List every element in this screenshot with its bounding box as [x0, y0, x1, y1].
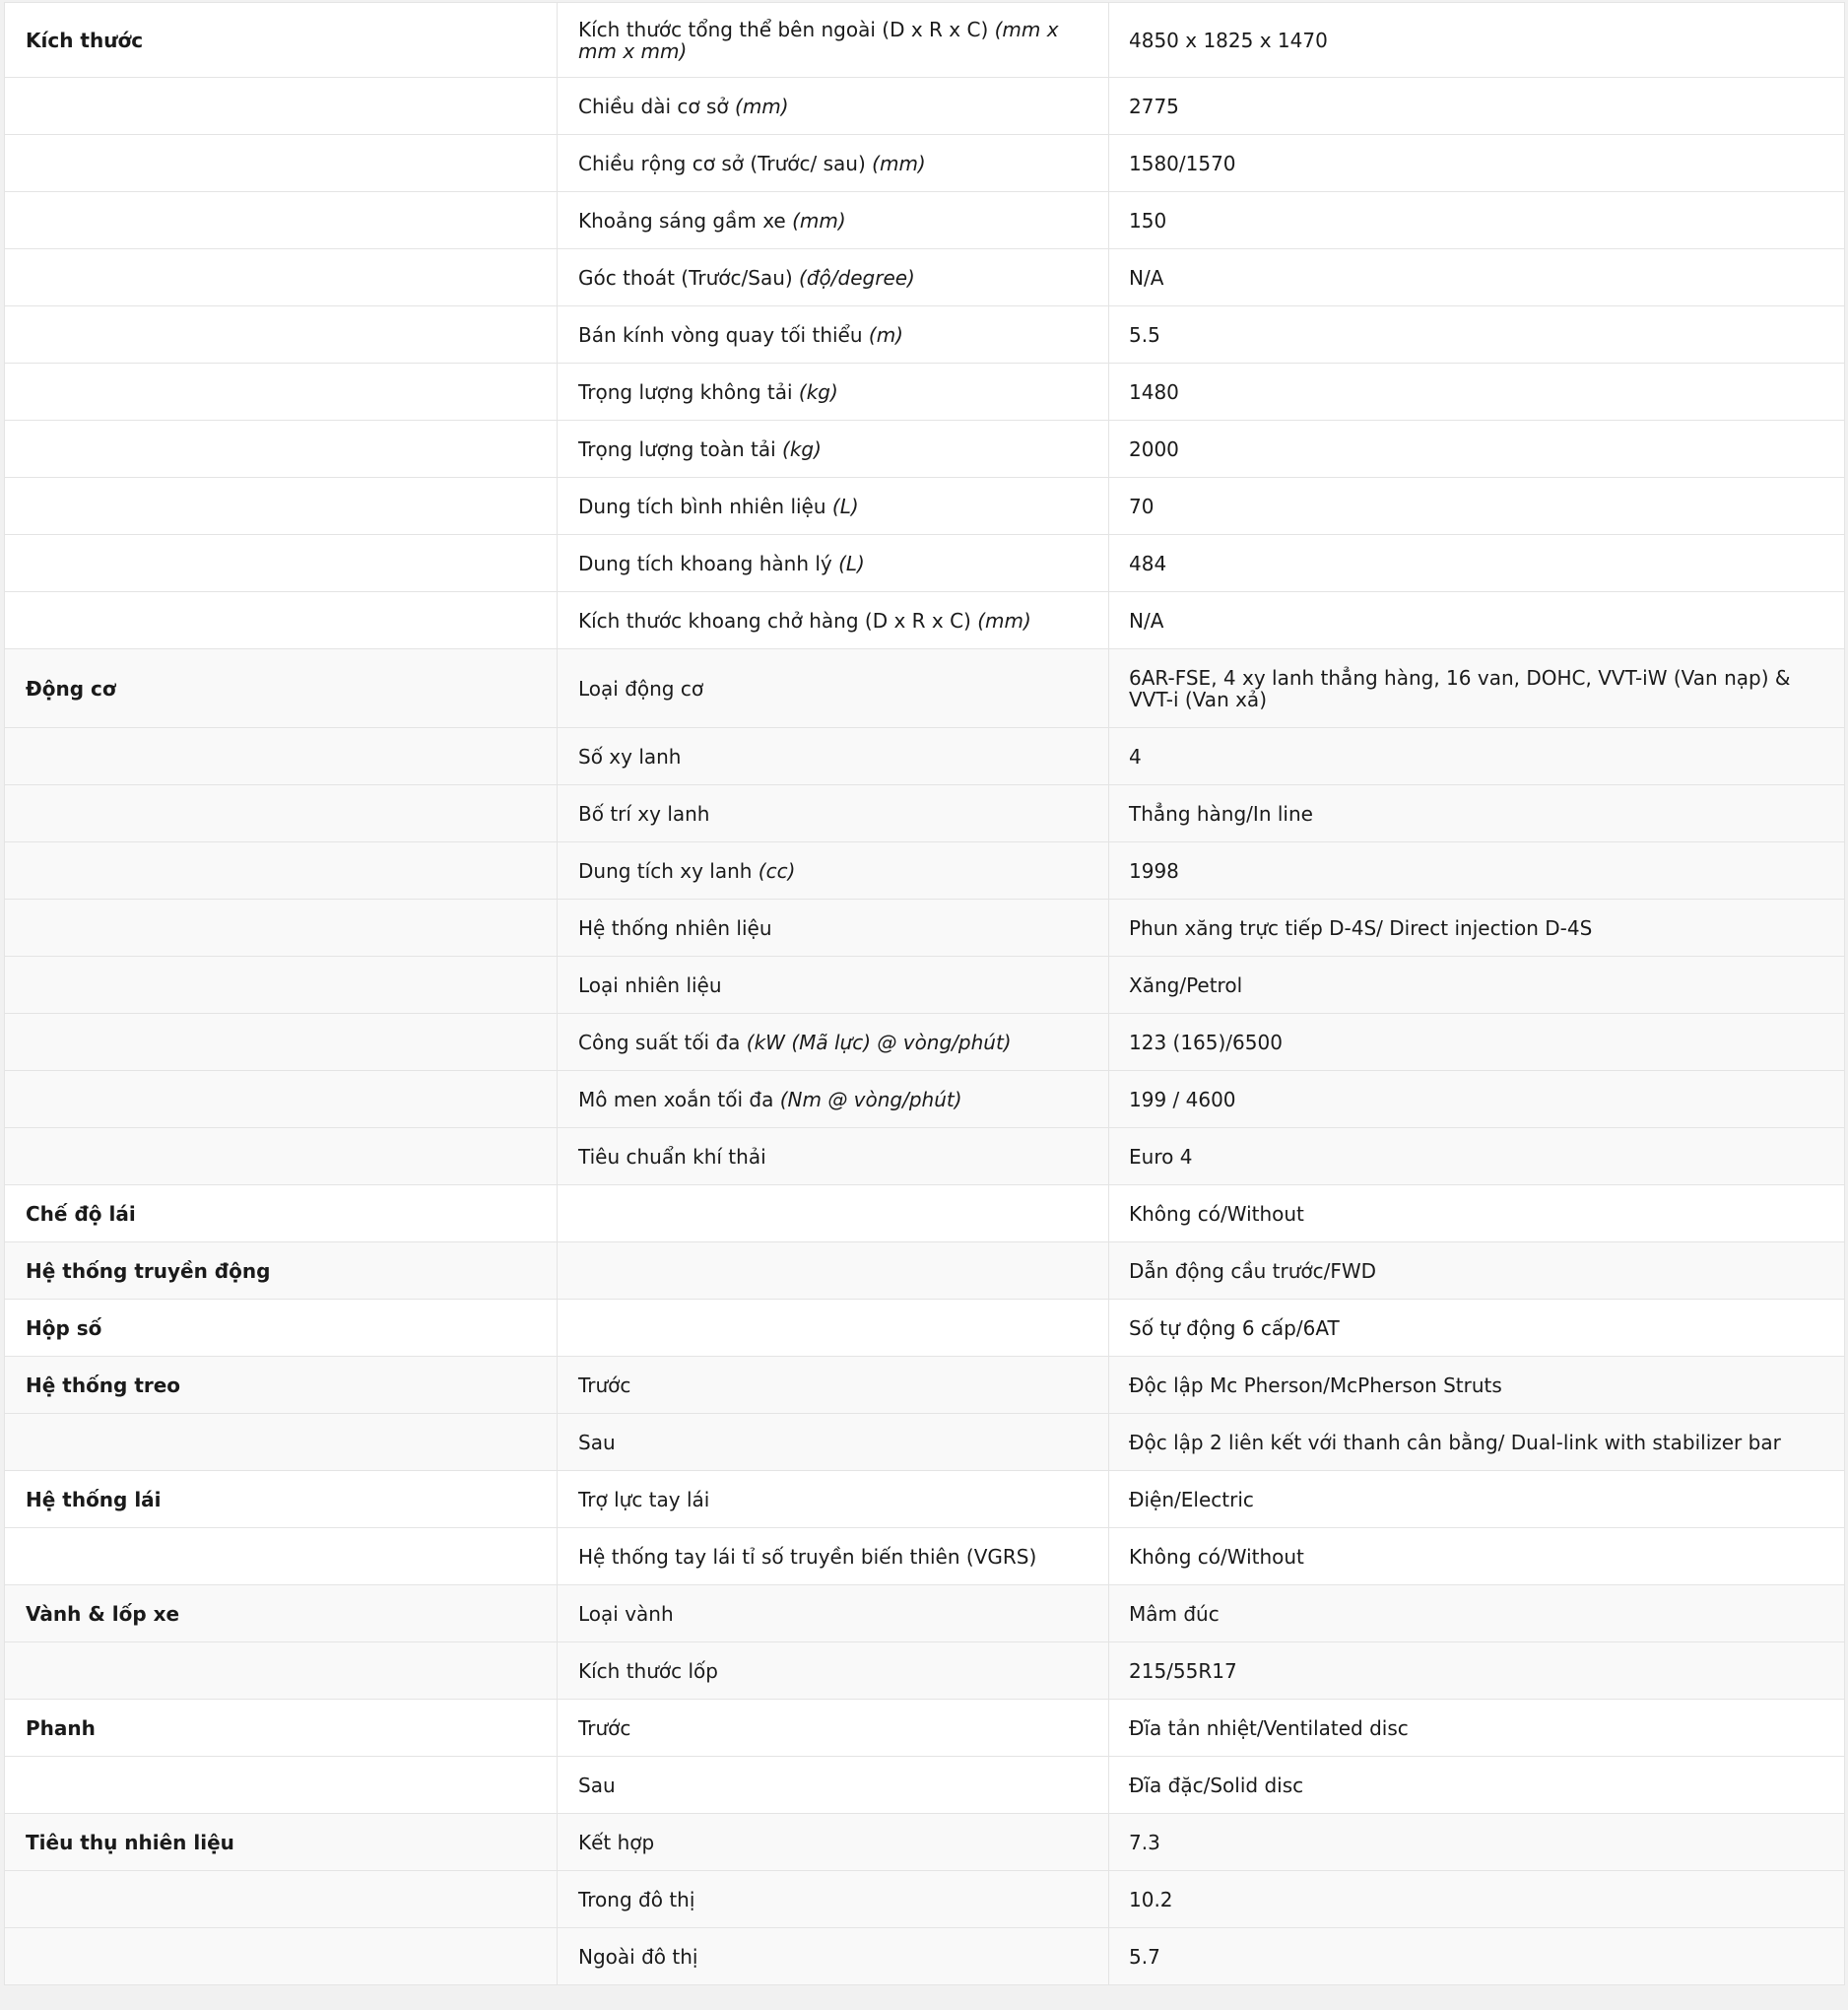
spec-row	[5, 1185, 1845, 1242]
spec-name-cell	[558, 785, 1109, 842]
spec-row	[5, 1757, 1845, 1814]
spec-group-cell: Hệ thống truyền động	[5, 1242, 558, 1300]
spec-name: Công suất tối đa	[578, 1030, 741, 1054]
spec-unit: (độ/degree)	[799, 265, 915, 290]
spec-unit: (m)	[868, 322, 903, 347]
spec-row	[5, 842, 1845, 900]
spec-row	[5, 1585, 1845, 1642]
spec-name-cell	[558, 1871, 1109, 1928]
spec-unit: (mm)	[872, 151, 926, 175]
spec-value-cell: Số tự động 6 cấp/6AT	[1109, 1300, 1845, 1357]
spec-unit: (kg)	[798, 379, 838, 404]
spec-group-cell	[5, 192, 558, 249]
spec-value-cell: 1998	[1109, 842, 1845, 900]
spec-group-cell	[5, 1871, 558, 1928]
spec-row	[5, 900, 1845, 957]
spec-row	[5, 1014, 1845, 1071]
spec-row	[5, 1700, 1845, 1757]
spec-row	[5, 1414, 1845, 1471]
spec-value-cell: 5.5	[1109, 306, 1845, 364]
spec-group-cell: Phanh	[5, 1700, 558, 1757]
spec-value-cell: Đĩa tản nhiệt/Ventilated disc	[1109, 1700, 1845, 1757]
spec-value-cell: N/A	[1109, 592, 1845, 649]
spec-name: Bán kính vòng quay tối thiểu	[578, 322, 863, 347]
spec-row	[5, 1071, 1845, 1128]
spec-group-cell	[5, 1757, 558, 1814]
spec-group-cell: Hệ thống lái	[5, 1471, 558, 1528]
spec-name: Tiêu chuẩn khí thải	[578, 1144, 766, 1169]
spec-name-cell	[558, 249, 1109, 306]
spec-group-cell	[5, 1528, 558, 1585]
spec-name-cell	[558, 1071, 1109, 1128]
spec-value-cell: 484	[1109, 535, 1845, 592]
spec-unit: (kW (Mã lực) @ vòng/phút)	[746, 1030, 1012, 1054]
spec-name: Hệ thống nhiên liệu	[578, 915, 772, 940]
spec-group-cell: Hệ thống treo	[5, 1357, 558, 1414]
spec-name-cell	[558, 900, 1109, 957]
spec-unit: (mm x mm x mm)	[578, 17, 1059, 63]
spec-row	[5, 535, 1845, 592]
spec-name: Mô men xoắn tối đa	[578, 1087, 774, 1111]
spec-row	[5, 1642, 1845, 1700]
spec-name-cell	[558, 957, 1109, 1014]
spec-name: Chiều rộng cơ sở (Trước/ sau)	[578, 151, 866, 175]
spec-name-cell	[558, 1642, 1109, 1700]
spec-name-cell	[558, 364, 1109, 421]
spec-group-cell	[5, 306, 558, 364]
spec-value-cell: 4	[1109, 728, 1845, 785]
spec-name: Trước	[578, 1715, 631, 1740]
spec-name: Số xy lanh	[578, 744, 682, 769]
spec-name: Trước	[578, 1373, 631, 1397]
spec-name-cell	[558, 1814, 1109, 1871]
spec-row	[5, 478, 1845, 535]
spec-group-cell	[5, 592, 558, 649]
spec-row	[5, 78, 1845, 135]
spec-group-cell	[5, 1414, 558, 1471]
spec-value-cell: Mâm đúc	[1109, 1585, 1845, 1642]
spec-name-cell	[558, 192, 1109, 249]
spec-unit: (kg)	[782, 436, 822, 461]
spec-row	[5, 1357, 1845, 1414]
spec-name-cell	[558, 1928, 1109, 1985]
spec-name: Loại vành	[578, 1601, 674, 1626]
spec-value-cell: Thẳng hàng/In line	[1109, 785, 1845, 842]
spec-name: Trọng lượng toàn tải	[578, 436, 776, 461]
spec-row	[5, 957, 1845, 1014]
spec-value-cell: Dẫn động cầu trước/FWD	[1109, 1242, 1845, 1300]
spec-value-cell: 4850 x 1825 x 1470	[1109, 3, 1845, 78]
spec-name-cell	[558, 1128, 1109, 1185]
spec-row	[5, 785, 1845, 842]
spec-value-cell: Euro 4	[1109, 1128, 1845, 1185]
spec-group-cell	[5, 1642, 558, 1700]
spec-unit: (mm)	[735, 94, 789, 118]
spec-name: Trọng lượng không tải	[578, 379, 793, 404]
spec-name: Loại nhiên liệu	[578, 972, 722, 997]
spec-name: Kích thước khoang chở hàng (D x R x C)	[578, 608, 971, 633]
spec-name: Khoảng sáng gầm xe	[578, 208, 786, 233]
spec-unit: (cc)	[758, 858, 796, 883]
spec-group-cell	[5, 1928, 558, 1985]
spec-name: Sau	[578, 1430, 616, 1454]
spec-name: Dung tích bình nhiên liệu	[578, 494, 826, 518]
spec-name: Trong đô thị	[578, 1887, 695, 1911]
spec-group-cell	[5, 957, 558, 1014]
spec-name: Chiều dài cơ sở	[578, 94, 729, 118]
spec-name-cell	[558, 1357, 1109, 1414]
spec-name: Loại động cơ	[578, 676, 704, 701]
spec-value-cell: 199 / 4600	[1109, 1071, 1845, 1128]
spec-name-cell	[558, 1471, 1109, 1528]
spec-group-cell	[5, 135, 558, 192]
spec-value-cell: Đĩa đặc/Solid disc	[1109, 1757, 1845, 1814]
spec-unit: (Nm @ vòng/phút)	[779, 1087, 962, 1111]
spec-value-cell: Xăng/Petrol	[1109, 957, 1845, 1014]
spec-value-cell: 5.7	[1109, 1928, 1845, 1985]
spec-row	[5, 421, 1845, 478]
spec-group-cell	[5, 1128, 558, 1185]
spec-value-cell: 1480	[1109, 364, 1845, 421]
spec-row	[5, 1528, 1845, 1585]
spec-name: Hệ thống tay lái tỉ số truyền biến thiên (VGRS)	[578, 1544, 1037, 1569]
spec-unit: (L)	[838, 551, 865, 575]
spec-name-cell	[558, 135, 1109, 192]
spec-row	[5, 1242, 1845, 1300]
spec-value-cell: 150	[1109, 192, 1845, 249]
spec-value-cell: Độc lập 2 liên kết với thanh cân bằng/ Dual-link with stabilizer bar	[1109, 1414, 1845, 1471]
spec-table	[4, 2, 1845, 1985]
spec-name: Dung tích khoang hành lý	[578, 551, 832, 575]
spec-name: Sau	[578, 1773, 616, 1797]
spec-value-cell: Không có/Without	[1109, 1528, 1845, 1585]
spec-value-cell: 2000	[1109, 421, 1845, 478]
spec-name: Kết hợp	[578, 1830, 655, 1854]
spec-name: Kích thước lốp	[578, 1658, 718, 1683]
spec-name-cell	[558, 728, 1109, 785]
spec-group-cell: Chế độ lái	[5, 1185, 558, 1242]
spec-group-cell	[5, 1071, 558, 1128]
spec-group-cell	[5, 900, 558, 957]
spec-name-cell	[558, 1757, 1109, 1814]
spec-group-cell: Tiêu thụ nhiên liệu	[5, 1814, 558, 1871]
spec-value-cell: Phun xăng trực tiếp D-4S/ Direct injection D-4S	[1109, 900, 1845, 957]
spec-group-cell: Vành & lốp xe	[5, 1585, 558, 1642]
spec-row	[5, 728, 1845, 785]
spec-row	[5, 1300, 1845, 1357]
spec-unit: (L)	[831, 494, 859, 518]
spec-name-cell	[558, 1700, 1109, 1757]
spec-group-cell	[5, 728, 558, 785]
spec-group-cell	[5, 364, 558, 421]
spec-row	[5, 364, 1845, 421]
spec-row	[5, 306, 1845, 364]
spec-name: Bố trí xy lanh	[578, 801, 710, 826]
spec-value-cell: 10.2	[1109, 1871, 1845, 1928]
spec-row	[5, 1814, 1845, 1871]
spec-row	[5, 1871, 1845, 1928]
spec-name: Trợ lực tay lái	[578, 1487, 710, 1511]
spec-value-cell: 7.3	[1109, 1814, 1845, 1871]
spec-row	[5, 249, 1845, 306]
spec-group-cell	[5, 78, 558, 135]
spec-name-cell	[558, 1014, 1109, 1071]
spec-value-cell: N/A	[1109, 249, 1845, 306]
spec-group-cell	[5, 249, 558, 306]
spec-name-cell	[558, 535, 1109, 592]
spec-value-cell: 215/55R17	[1109, 1642, 1845, 1700]
spec-value-cell: 123 (165)/6500	[1109, 1014, 1845, 1071]
spec-name-cell	[558, 1300, 1109, 1357]
spec-group-cell	[5, 842, 558, 900]
spec-group-cell: Động cơ	[5, 649, 558, 728]
spec-row	[5, 1128, 1845, 1185]
spec-value-cell: Không có/Without	[1109, 1185, 1845, 1242]
spec-row	[5, 649, 1845, 728]
spec-row	[5, 1928, 1845, 1985]
spec-group-cell: Kích thước	[5, 3, 558, 78]
spec-name-cell	[558, 649, 1109, 728]
spec-name-cell	[558, 1414, 1109, 1471]
spec-name: Góc thoát (Trước/Sau)	[578, 265, 793, 290]
spec-name: Ngoài đô thị	[578, 1944, 698, 1969]
spec-value-cell: 1580/1570	[1109, 135, 1845, 192]
spec-group-cell	[5, 535, 558, 592]
spec-name-cell	[558, 78, 1109, 135]
spec-name-cell	[558, 592, 1109, 649]
spec-row	[5, 1471, 1845, 1528]
spec-value-cell: Điện/Electric	[1109, 1471, 1845, 1528]
spec-row	[5, 135, 1845, 192]
spec-name-cell	[558, 3, 1109, 78]
spec-value-cell: Độc lập Mc Pherson/McPherson Struts	[1109, 1357, 1845, 1414]
spec-name-cell	[558, 1242, 1109, 1300]
spec-name-cell	[558, 421, 1109, 478]
spec-unit: (mm)	[977, 608, 1031, 633]
spec-value-cell: 70	[1109, 478, 1845, 535]
spec-group-cell	[5, 478, 558, 535]
spec-name-cell	[558, 478, 1109, 535]
spec-table-body	[5, 3, 1845, 1985]
spec-row	[5, 192, 1845, 249]
spec-unit: (mm)	[792, 208, 846, 233]
spec-group-cell	[5, 1014, 558, 1071]
spec-row	[5, 3, 1845, 78]
spec-name-cell	[558, 1185, 1109, 1242]
spec-name: Dung tích xy lanh	[578, 858, 753, 883]
spec-name-cell	[558, 842, 1109, 900]
spec-name-cell	[558, 306, 1109, 364]
spec-row	[5, 592, 1845, 649]
spec-name-cell	[558, 1528, 1109, 1585]
spec-name: Kích thước tổng thể bên ngoài (D x R x C)	[578, 17, 989, 41]
spec-name-cell	[558, 1585, 1109, 1642]
spec-value-cell: 2775	[1109, 78, 1845, 135]
spec-group-cell	[5, 785, 558, 842]
spec-group-cell: Hộp số	[5, 1300, 558, 1357]
spec-value-cell: 6AR-FSE, 4 xy lanh thẳng hàng, 16 van, DOHC, VVT-iW (Van nạp) & VVT-i (Van xả)	[1109, 649, 1845, 728]
spec-group-cell	[5, 421, 558, 478]
